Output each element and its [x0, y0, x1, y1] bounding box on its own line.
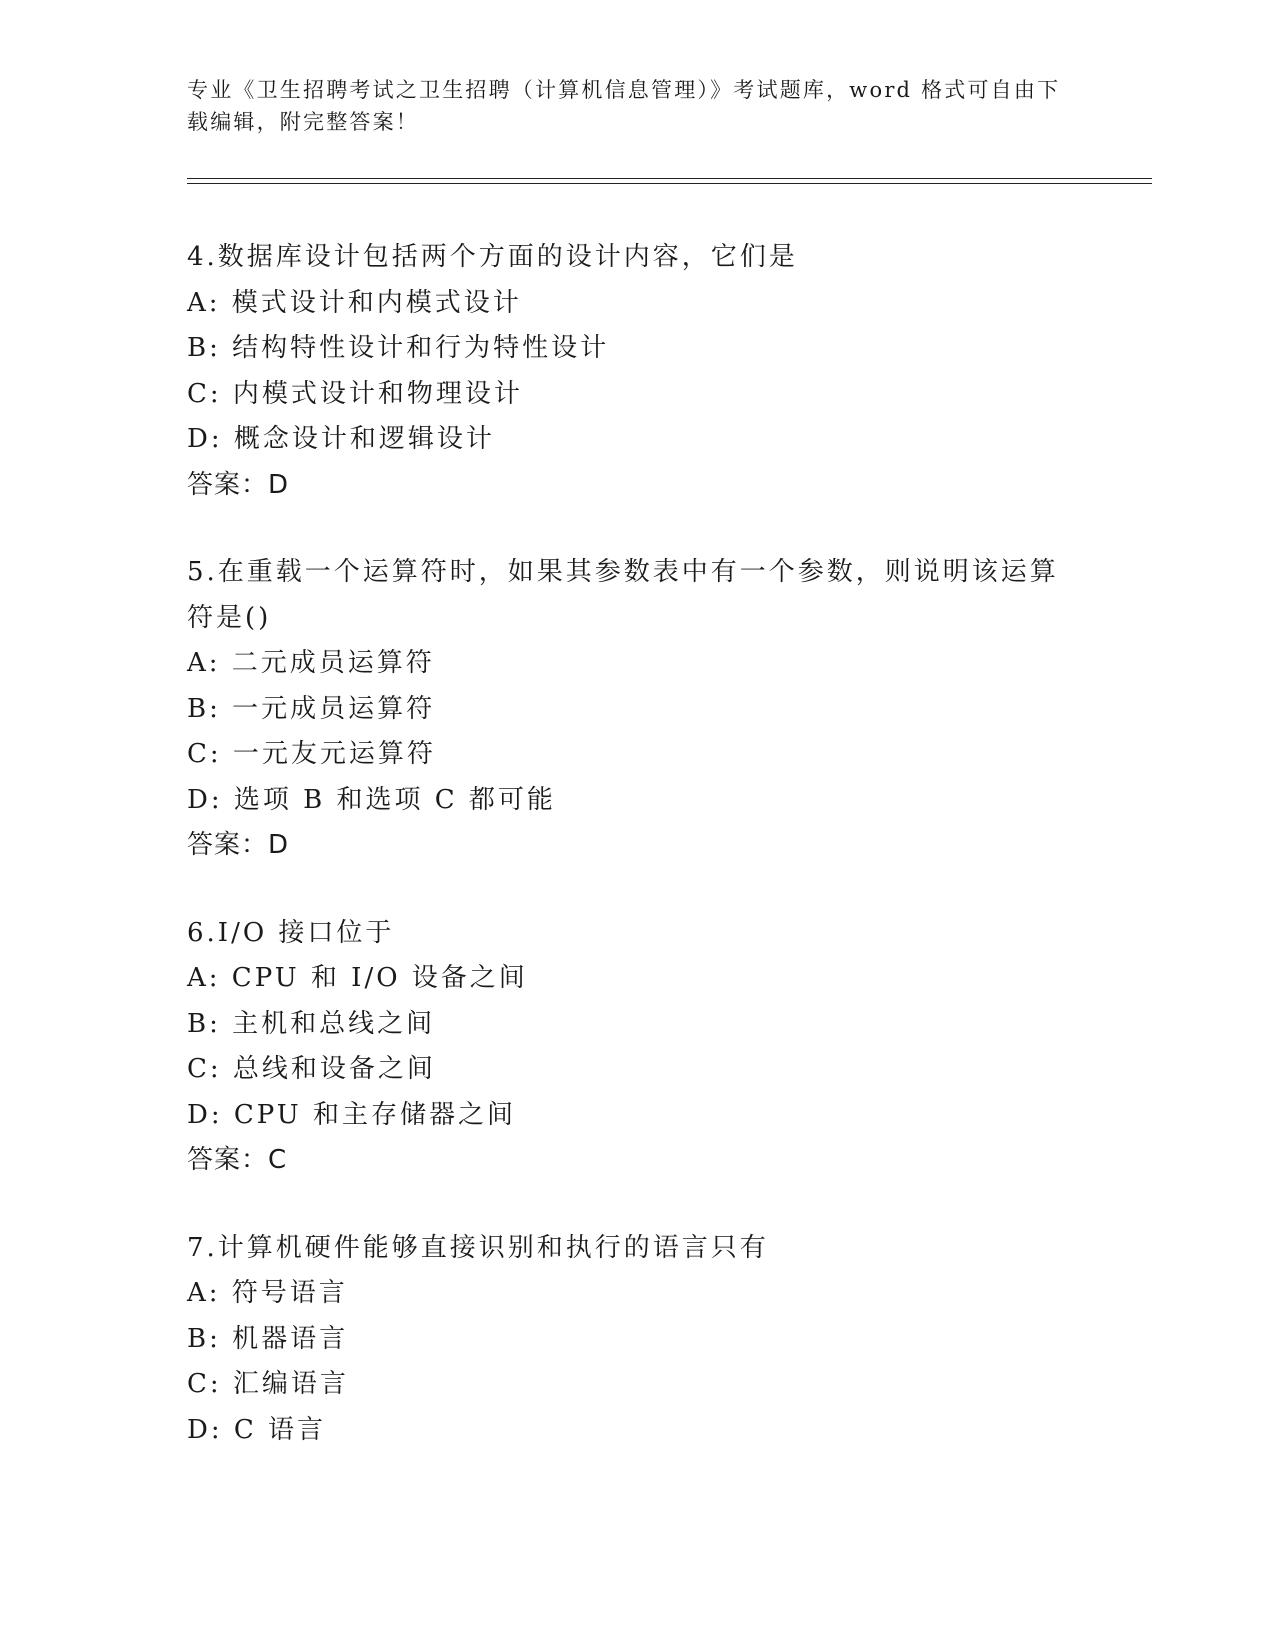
document-header: 专业《卫生招聘考试之卫生招聘（计算机信息管理）》考试题库，word 格式可自由下载编辑，附完整答案！ [187, 78, 1061, 134]
header-divider-top [187, 178, 1152, 179]
question-stem: 7.计算机硬件能够直接识别和执行的语言只有 [187, 1232, 769, 1263]
answer-label: 答案：C [187, 1145, 288, 1175]
option-a: A: 二元成员运算符 [187, 648, 435, 678]
option-a: A: 符号语言 [187, 1278, 348, 1308]
question-7 [187, 1226, 1087, 1454]
option-c: C: 内模式设计和物理设计 [187, 378, 523, 409]
option-c: C: 一元友元运算符 [187, 739, 436, 769]
answer-label: 答案：D [187, 830, 290, 860]
option-c: C: 汇编语言 [187, 1369, 349, 1399]
question-stem: 6.I/O 接口位于 [187, 917, 395, 948]
option-a: A: CPU 和 I/O 设备之间 [187, 963, 528, 993]
answer-label: 答案：D [187, 469, 290, 500]
option-d: D: 概念设计和逻辑设计 [187, 424, 495, 454]
question-6 [187, 911, 1087, 1184]
option-d: D: C 语言 [187, 1414, 327, 1445]
question-stem: 4.数据库设计包括两个方面的设计内容，它们是 [187, 242, 798, 272]
option-b: B: 一元成员运算符 [187, 693, 436, 724]
option-b: B: 结构特性设计和行为特性设计 [187, 333, 610, 363]
question-5 [187, 550, 1087, 869]
header-divider-bottom [187, 183, 1152, 184]
option-d: D: 选项 B 和选项 C 都可能 [187, 784, 556, 815]
question-4 [187, 235, 1087, 508]
question-list [187, 235, 1087, 1495]
option-b: B: 机器语言 [187, 1323, 349, 1354]
option-c: C: 总线和设备之间 [187, 1054, 436, 1084]
option-d: D: CPU 和主存储器之间 [187, 1099, 516, 1130]
question-stem: 5.在重载一个运算符时，如果其参数表中有一个参数，则说明该运算符是() [187, 557, 1059, 633]
option-b: B: 主机和总线之间 [187, 1008, 436, 1039]
option-a: A: 模式设计和内模式设计 [187, 287, 522, 318]
